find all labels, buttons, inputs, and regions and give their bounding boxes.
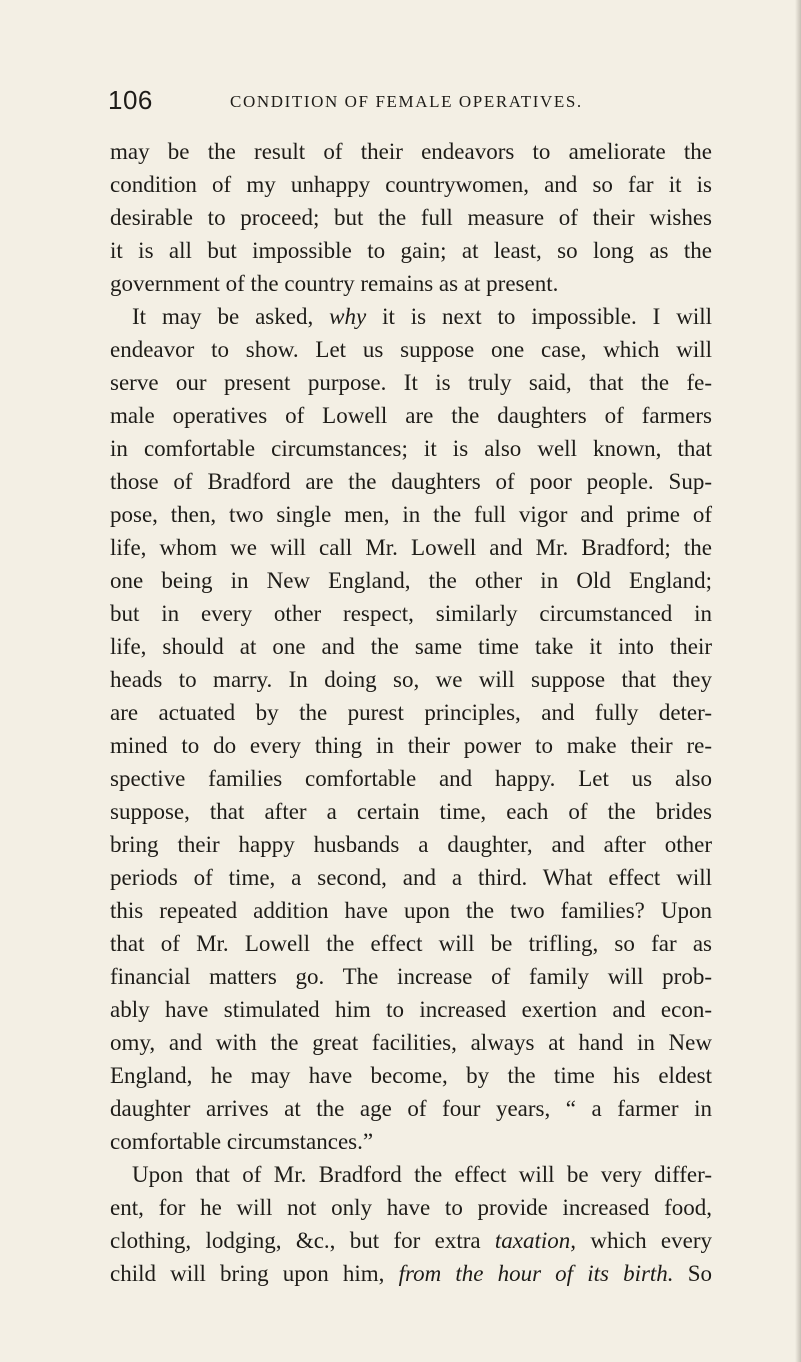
text-fragment: it is next to impossible. I will [366,304,712,329]
text-line: this repeated addition have upon the two families? Upon [110,898,712,923]
text-line: ent, for he will not only have to provide increased food, [110,1195,712,1220]
text-line: in comfortable circumstances; it is also well known, that [110,436,712,461]
text-line: suppose, that after a certain time, each of the brides [110,799,712,824]
text-fragment: clothing, lodging, &c., but for extra [110,1228,495,1253]
text-line: government of the country remains as at present. [110,271,559,296]
text-line: spective families comfortable and happy. Let us also [110,766,712,791]
text-fragment: It may be asked, [132,304,330,329]
text-line: periods of time, a second, and a third. What effect will [110,865,712,890]
text-fragment: So [673,1261,712,1286]
italic-emphasis: taxation, [494,1228,577,1253]
text-line: comfortable circumstances.” [110,1129,374,1154]
text-line: but in every other respect, similarly circumstanced in [110,601,712,626]
text-line: one being in New England, the other in Old England; [110,568,712,593]
text-line: are actuated by the purest principles, and fully deter- [110,700,712,725]
text-fragment: which every [576,1228,712,1253]
text-line [110,1224,712,1257]
text-fragment: child will bring upon him, [110,1261,399,1286]
text-line [110,1257,712,1290]
italic-emphasis: from the hour of its birth. [398,1261,674,1286]
text-line: it is all but impossible to gain; at least, so long as the [110,238,712,263]
text-line: omy, and with the great facilities, always at hand in New [110,1030,712,1055]
text-line: life, whom we will call Mr. Lowell and Mr. Bradford; the [110,535,712,560]
text-line: England, he may have become, by the time his eldest [110,1063,712,1088]
page-header [108,86,708,114]
italic-emphasis: why [329,304,367,329]
text-line: bring their happy husbands a daughter, and after other [110,832,712,857]
text-line: pose, then, two single men, in the full vigor and prime of [110,502,712,527]
text-line: Upon that of Mr. Bradford the effect will be very differ- [132,1162,712,1187]
text-line: mined to do every thing in their power to make their re- [110,733,712,758]
text-line: endeavor to show. Let us suppose one case, which will [110,337,712,362]
text-line: male operatives of Lowell are the daughters of farmers [110,403,712,428]
text-line: those of Bradford are the daughters of poor people. Sup- [110,469,712,494]
text-line: may be the result of their endeavors to ameliorate the [110,139,712,164]
text-line: daughter arrives at the age of four years, “ a farmer in [110,1096,712,1121]
text-line: life, should at one and the same time take it into their [110,634,712,659]
running-head: CONDITION OF FEMALE OPERATIVES. [230,92,583,111]
text-line: desirable to proceed; but the full measure of their wishes [110,205,712,230]
text-line: that of Mr. Lowell the effect will be trifling, so far as [110,931,712,956]
text-line: condition of my unhappy countrywomen, and so far it is [110,172,712,197]
text-line: serve our present purpose. It is truly said, that the fe- [110,370,712,395]
page-number: 106 [108,85,153,115]
text-line: heads to marry. In doing so, we will suppose that they [110,667,712,692]
text-line: financial matters go. The increase of family will prob- [110,964,712,989]
text-line [110,300,712,333]
body-text [110,135,712,1290]
text-line: ably have stimulated him to increased exertion and econ- [110,997,712,1022]
